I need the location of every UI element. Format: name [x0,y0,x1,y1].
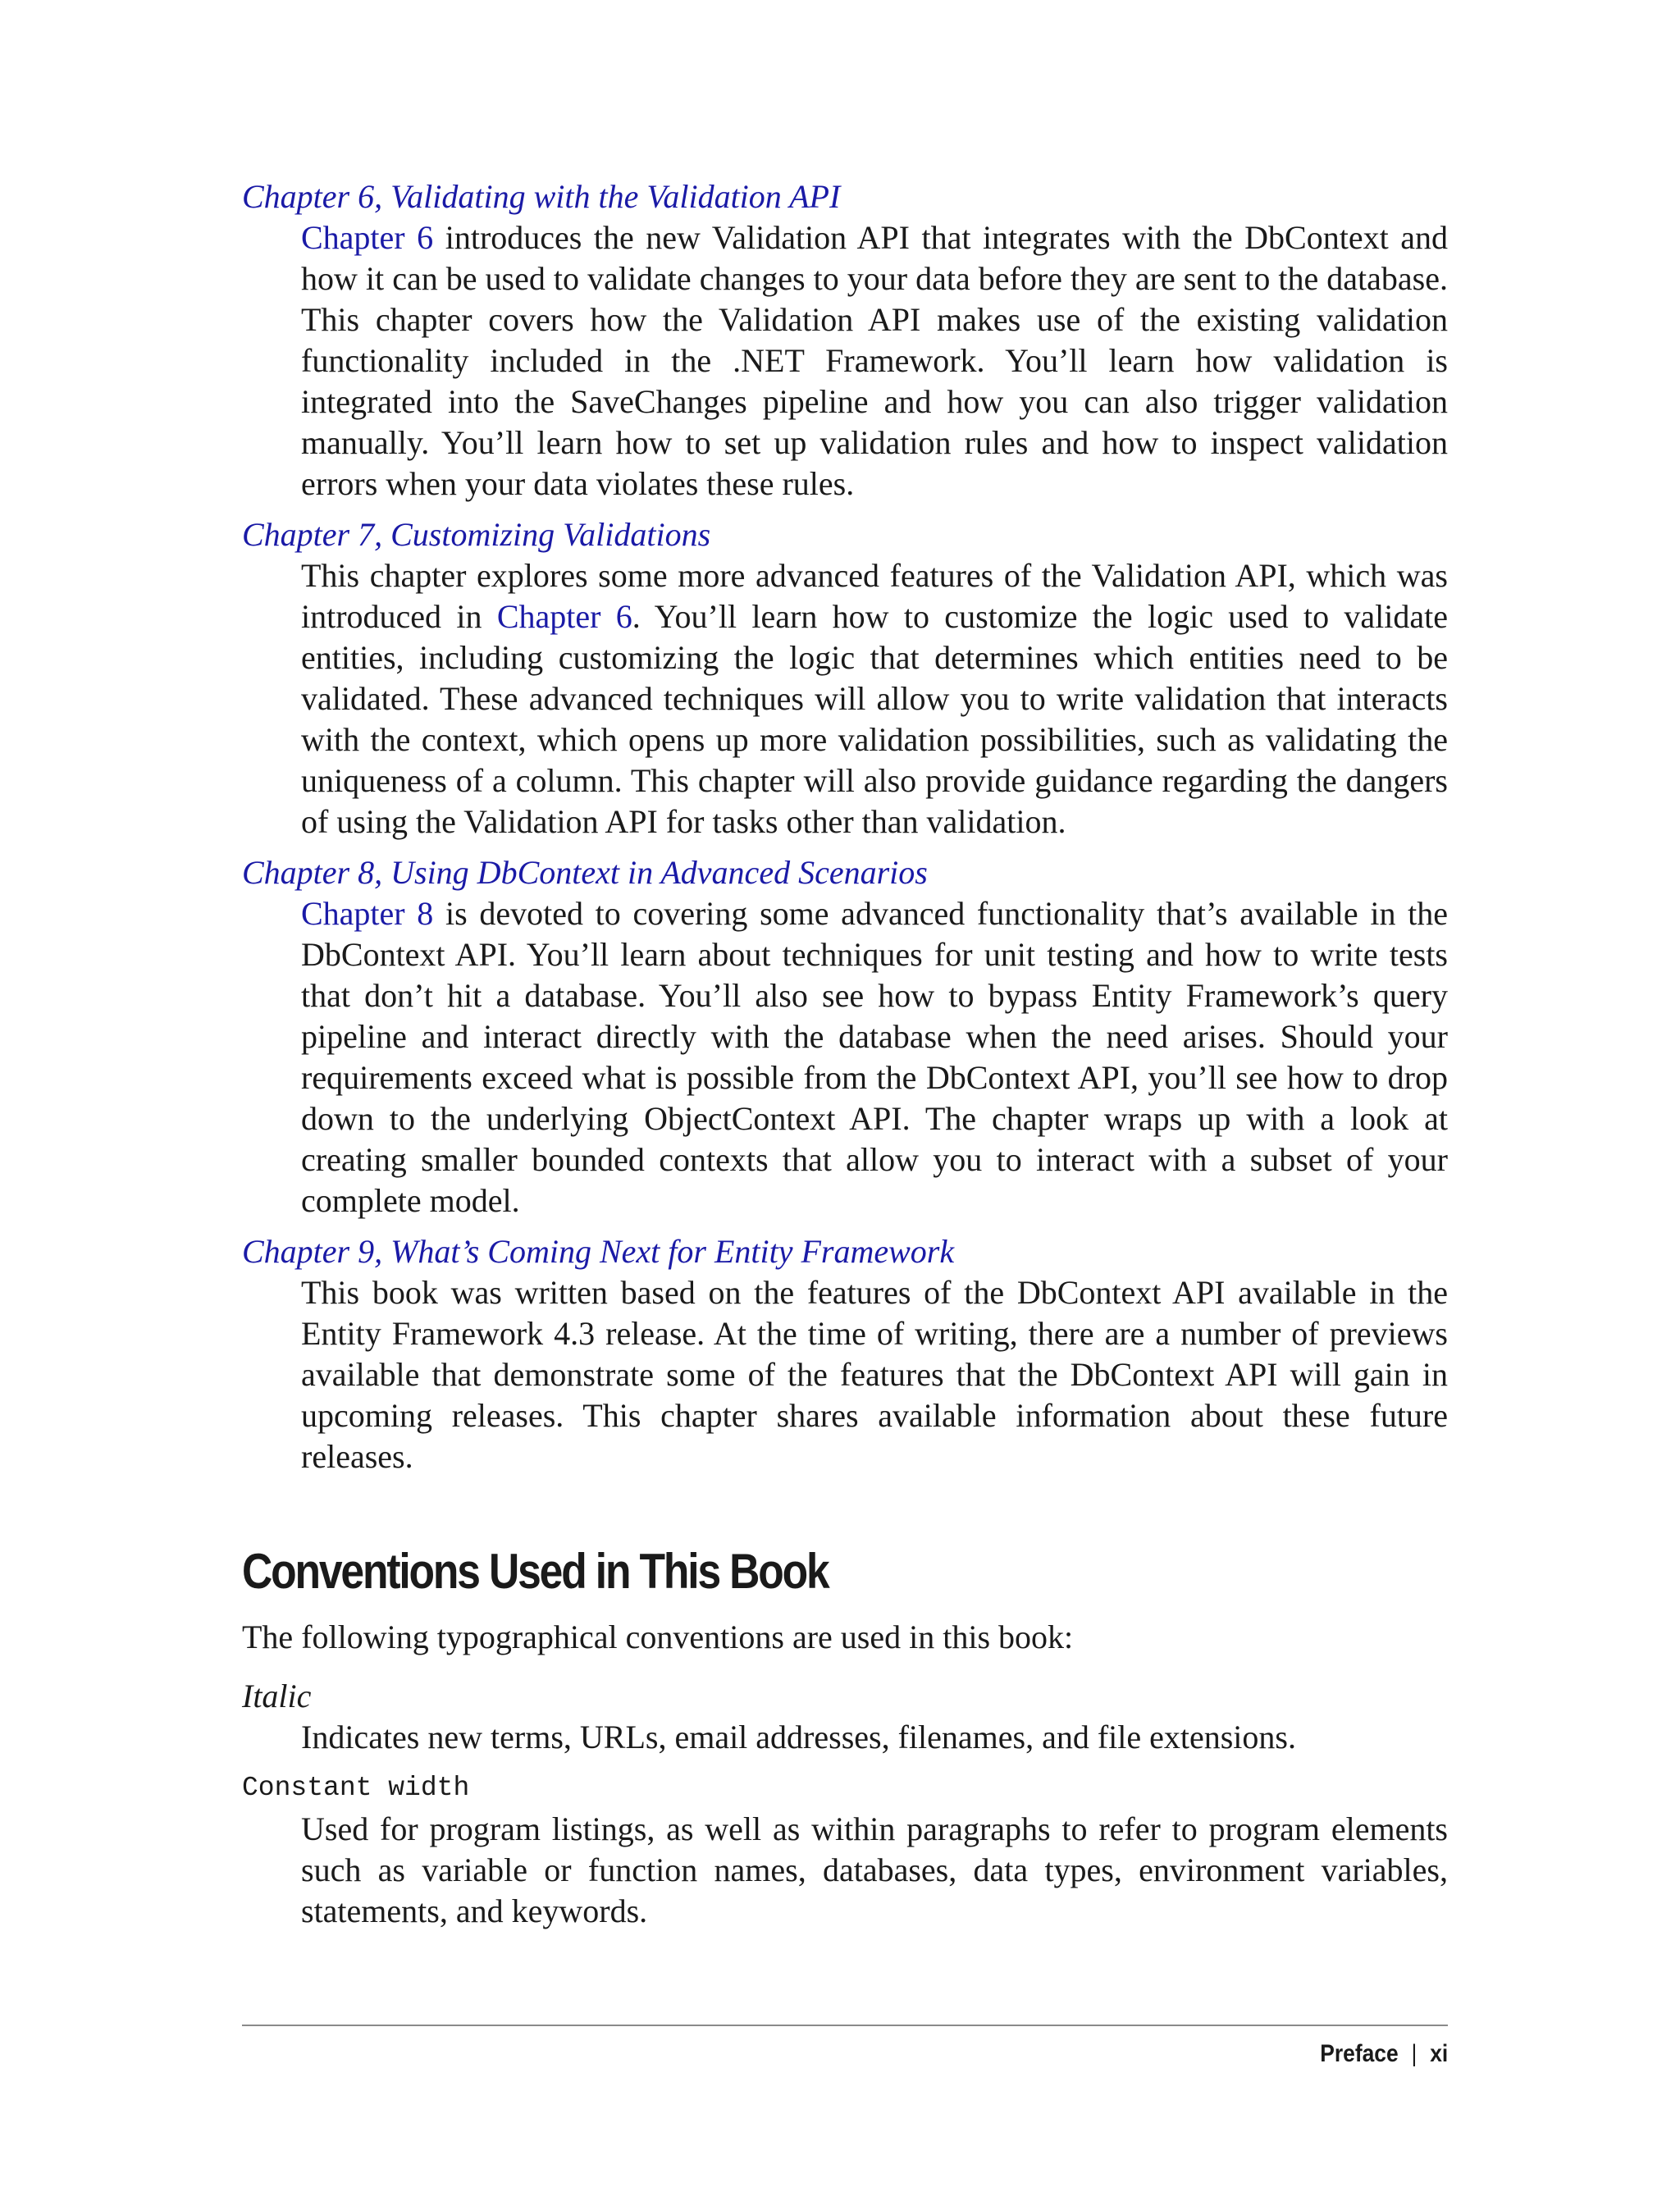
chapter-8-text: is devoted to covering some advanced functionality that’s available in the DbContext API. You’ll learn about techniques for unit testing and how to write tests that don’t hit a database. You’ll also see how to bypass Entity Framework’s query pipeline and interact directly with the database when the need arises. Should your requirements exceed what is possible from the DbContext API, you’ll see how to drop down to the underlying ObjectContext API. The chapter wraps up with a look at creating smaller bounded contexts that allow you to interact with a subset of your complete model. [301,895,1448,1219]
convention-italic-term: Italic [242,1678,312,1714]
chapter-6-crossref-link[interactable]: Chapter 6 [496,598,632,635]
footer-divider [242,2025,1448,2026]
chapter-8-description [301,893,1448,1221]
conventions-heading: Conventions Used in This Book [242,1544,829,1599]
chapter-9-title[interactable]: Chapter 9, What’s Coming Next for Entity Framework [242,1233,955,1270]
chapter-7-text-after: . You’ll learn how to customize the logic used to validate entities, including customizing the logic that determines which entities need to be validated. These advanced techniques will allow you to write validation that interacts with the context, which opens up more validation possibilities, such as validating the uniqueness of a column. This chapter will also provide guidance regarding the dangers of using the Validation API for tasks other than validation. [301,598,1448,840]
chapter-6-text: introduces the new Validation API that integrates with the DbContext and how it can be used to validate changes to your data before they are sent to the database. This chapter covers how the Validation API makes use of the existing validation functionality included in the .NET Framework. You’ll learn how validation is integrated into the SaveChanges pipeline and how you can also trigger validation manually. You’ll learn how to set up validation rules and how to inspect validation errors when your data violates these rules. [301,219,1448,502]
chapter-9-description: This book was written based on the features of the DbContext API available in the Entity Framework 4.3 release. At the time of writing, there are a number of previews available that demonstrate some of the features that the DbContext API will gain in upcoming releases. This chapter shares available information about these future releases. [301,1274,1448,1475]
chapter-7-text-before: This chapter explores some more advanced features of the Validation API, which was introduced in [301,557,1448,635]
page-footer [1320,2038,1448,2070]
conventions-intro: The following typographical conventions are used in this book: [242,1618,1074,1655]
chapter-7-title[interactable]: Chapter 7, Customizing Validations [242,516,711,553]
chapter-7-description [301,555,1448,842]
chapter-8-title[interactable]: Chapter 8, Using DbContext in Advanced Scenarios [242,854,928,891]
convention-italic-description: Indicates new terms, URLs, email addresses, filenames, and file extensions. [301,1719,1296,1755]
convention-constant-width-description: Used for program listings, as well as within paragraphs to refer to program elements such as variable or function names, databases, data types, environment variables, statements, and keywords. [301,1810,1448,1929]
page-content [242,176,1448,1942]
footer-separator: | [1411,2040,1418,2067]
convention-constant-width-term: Constant width [242,1773,470,1803]
chapter-6-description [301,217,1448,504]
chapter-8-link[interactable]: Chapter 8 [301,895,434,932]
footer-section: Preface [1320,2040,1399,2067]
chapter-6-title[interactable]: Chapter 6, Validating with the Validation API [242,178,841,215]
chapter-6-link[interactable]: Chapter 6 [301,219,434,256]
footer-page-number: xi [1429,2040,1448,2067]
